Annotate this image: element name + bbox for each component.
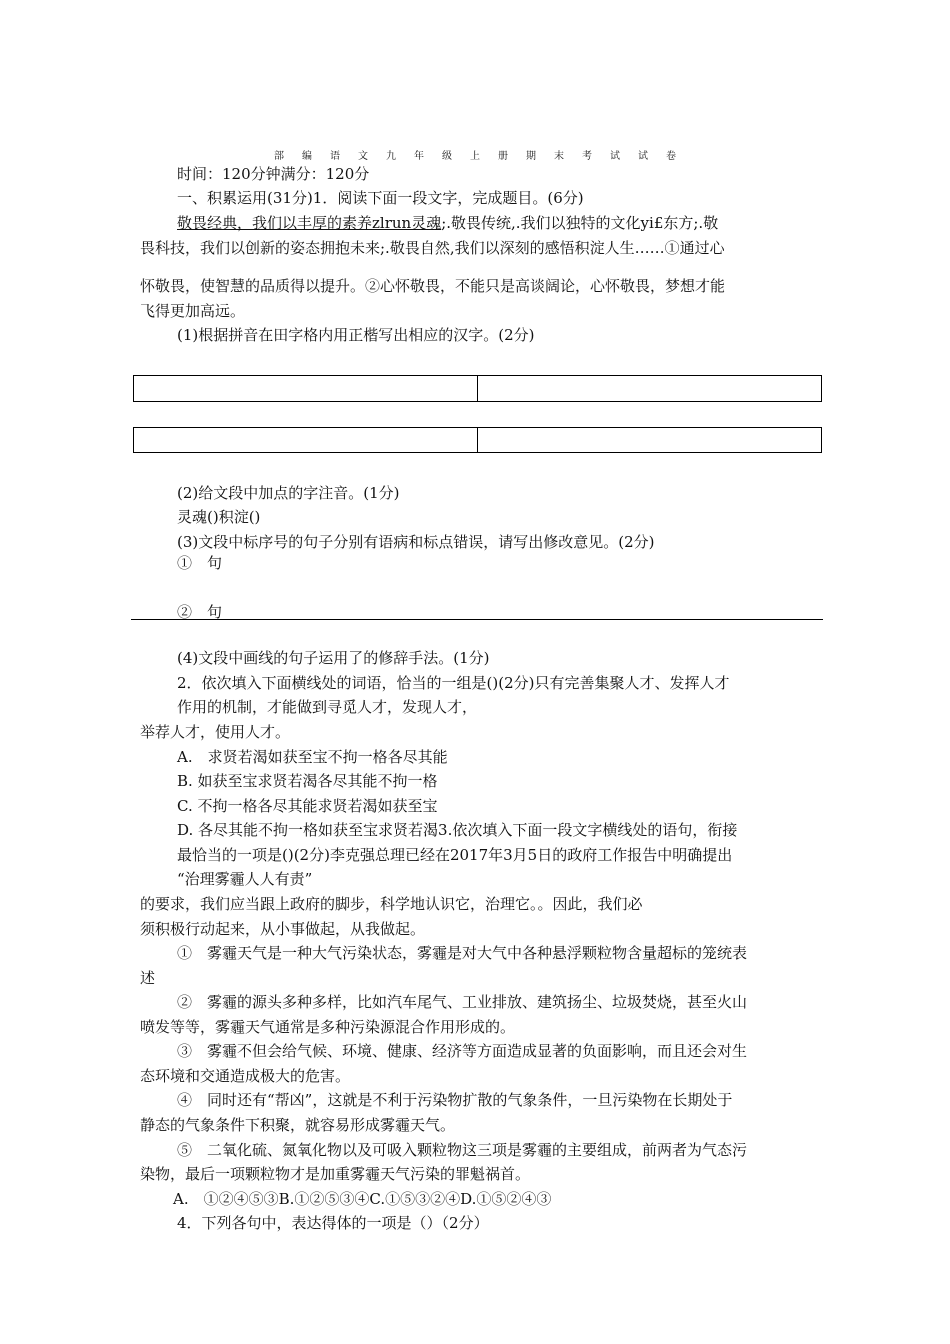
question-3-line-3: 的要求，我们应当跟上政府的脚步，科学地认识它，治理它。。因此，我们必 bbox=[140, 895, 643, 913]
question-3-line-1: 最恰当的一项是()(2分)李克强总理已经在2017年3月5日的政府工作报告中明确提出 bbox=[177, 846, 733, 864]
sentence-2-cont: 喷发等等，雾霾天气通常是多种污染源混合作用形成的。 bbox=[140, 1018, 516, 1036]
answer-line-1: ① 句 bbox=[177, 554, 223, 572]
sentence-3: ③ 雾霾不但会给气候、环境、健康、经济等方面造成显著的负面影响，而且还会对生 bbox=[177, 1042, 748, 1060]
title-char: 卷 bbox=[666, 151, 676, 162]
passage-line-3: 怀敬畏，使智慧的品质得以提升。②心怀敬畏，不能只是高谈阔论，心怀敬畏，梦想才能 bbox=[140, 277, 726, 295]
title-char: 期 bbox=[526, 151, 536, 162]
option-d: D. 各尽其能不拘一格如获至宝求贤若渴3.依次填入下面一段文字横线处的语句，衔接 bbox=[177, 821, 738, 839]
sentence-1: ① 雾霾天气是一种大气污染状态，雾霾是对大气中各种悬浮颗粒物含量超标的笼统表 bbox=[177, 944, 748, 962]
underlined-sentence: 敬畏经典，我们以丰厚的素养zlrun灵魂 bbox=[177, 214, 442, 232]
title-char: 末 bbox=[554, 151, 564, 162]
divider-line bbox=[131, 619, 823, 620]
option-a: A. 求贤若渴如获至宝不拘一格各尽其能 bbox=[177, 748, 448, 766]
sentence-3-cont: 态环境和交通造成极大的危害。 bbox=[140, 1067, 351, 1085]
title-char: 文 bbox=[358, 151, 368, 162]
title-char: 语 bbox=[330, 151, 340, 162]
title-char: 九 bbox=[386, 151, 396, 162]
answer-line-2: ② 句 bbox=[177, 603, 223, 621]
question-2-line-1: 2．依次填入下面横线处的词语，恰当的一组是()(2分)只有完善集聚人才、发挥人才 bbox=[177, 674, 730, 692]
sentence-1-cont: 述 bbox=[140, 969, 156, 987]
question-3-line-2: “治理雾霾人人有责” bbox=[177, 870, 313, 888]
section-heading: 一、积累运用(31分)1．阅读下面一段文字，完成题目。(6分) bbox=[177, 189, 584, 207]
writing-grid-row-2[interactable] bbox=[133, 427, 822, 453]
question-3-options: A. ①②④⑤③B.①②⑤③④C.①⑤③②④D.①⑤②④③ bbox=[173, 1190, 552, 1208]
title-char: 考 bbox=[582, 151, 592, 162]
question-4: 4．下列各句中，表达得体的一项是（）（2分） bbox=[177, 1214, 489, 1232]
pinyin-answer: 灵魂()积淀() bbox=[177, 508, 261, 526]
writing-grid-row-1[interactable] bbox=[133, 375, 822, 402]
passage-line-2: 畏科技，我们以创新的姿态拥抱未来;.敬畏自然,我们以深刻的感悟积淀人生……①通过心 bbox=[140, 239, 725, 257]
title-char: 上 bbox=[470, 151, 480, 162]
title-char: 编 bbox=[302, 151, 312, 162]
passage-line-4: 飞得更加高远。 bbox=[140, 302, 246, 320]
option-b: B. 如获至宝求贤若渴各尽其能不拘一格 bbox=[177, 772, 438, 790]
option-c: C. 不拘一格各尽其能求贤若渴如获至宝 bbox=[177, 797, 438, 815]
question-3-line-4: 须积极行动起来，从小事做起，从我做起。 bbox=[140, 920, 426, 938]
question-1-4: (4)文段中画线的句子运用了的修辞手法。(1分) bbox=[177, 649, 490, 667]
sentence-4: ④ 同时还有“帮凶”，这就是不利于污染物扩散的气象条件，一旦污染物在长期处于 bbox=[177, 1091, 733, 1109]
time-info: 时间：120分钟满分：120分 bbox=[177, 165, 370, 183]
question-1-1: (1)根据拼音在田字格内用正楷写出相应的汉字。(2分) bbox=[177, 326, 535, 344]
question-2-line-2: 作用的机制，才能做到寻觅人才，发现人才， bbox=[177, 698, 478, 716]
title-char: 试 bbox=[610, 151, 620, 162]
question-1-2: (2)给文段中加点的字注音。(1分) bbox=[177, 484, 400, 502]
question-1-3: (3)文段中标序号的句子分别有语病和标点错误，请写出修改意见。(2分) bbox=[177, 533, 655, 551]
title-char: 年 bbox=[414, 151, 424, 162]
sentence-2: ② 雾霾的源头多种多样，比如汽车尾气、工业排放、建筑扬尘、垃圾焚烧，甚至火山 bbox=[177, 993, 748, 1011]
question-2-line-3: 举荐人才，使用人才。 bbox=[140, 723, 291, 741]
sentence-5: ⑤ 二氧化硫、氮氧化物以及可吸入颗粒物这三项是雾霾的主要组成，前两者为气态污 bbox=[177, 1141, 748, 1159]
page-title bbox=[0, 147, 950, 162]
title-char: 部 bbox=[274, 151, 284, 162]
sentence-4-cont: 静态的气象条件下积聚，就容易形成雾霾天气。 bbox=[140, 1116, 456, 1134]
title-char: 册 bbox=[498, 151, 508, 162]
passage-line-1: 敬畏经典，我们以丰厚的素养zlrun灵魂;.敬畏传统,.我们以独特的文化yi£东方;.敬 bbox=[177, 214, 719, 232]
title-char: 试 bbox=[638, 151, 648, 162]
sentence-5-cont: 染物，最后一项颗粒物才是加重雾霾天气污染的罪魁祸首。 bbox=[140, 1165, 531, 1183]
title-char: 级 bbox=[442, 151, 452, 162]
